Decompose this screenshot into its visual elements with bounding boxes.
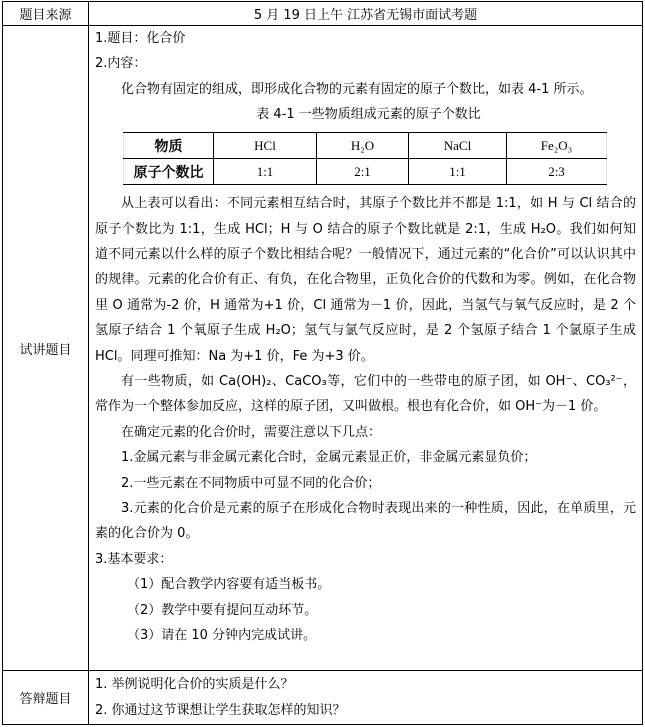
topic-line: 1.题目：化合价 bbox=[95, 31, 186, 46]
point-2: 2.一些元素在不同物质中可显不同的化合价； bbox=[121, 475, 381, 491]
source-label: 题目来源 bbox=[3, 2, 89, 26]
substance-cell: Fe₂O₃ bbox=[507, 133, 607, 159]
defense-question-2: 2. 你通过这节课想让学生获取怎样的知识？ bbox=[95, 702, 346, 718]
paragraph-1: 从上表可以看出：不同元素相互结合时，其原子个数比并不都是 1:1，如 H 与 Cl 结合的原子个数比为 1:1，生成 HCl；H 与 O 结合的原子个数比就是 2:1，生成 H₂O。我们如何知道不同元素以什么样的原子个数比相结合呢？一般情况下，通过元素的“化合价”可以认识其中的规律。元素的化合价有正、有负，在化合物里，正负化合价的代数和为零。例如，在化合物里 O 通常为-2 价，H 通常为+1 价，Cl 通常为－1 价，因此，当氢气与氧气反应时，是 2 个氢原子结合 1 个氧原子生成 H₂O；氢气与氯气反应时，是 2 个氢原子结合 1 个氯原子生成 HCl。同理可推知：Na 为+1 价，Fe 为+3 价。 bbox=[95, 196, 636, 364]
substance-cell: NaCl bbox=[409, 133, 507, 159]
paragraph-3: 在确定元素的化合价时，需要注意以下几点： bbox=[121, 424, 382, 440]
ratio-cell: 1:1 bbox=[409, 159, 507, 185]
ratio-row bbox=[124, 159, 607, 185]
requirement-1: （1）配合教学内容要有适当板书。 bbox=[127, 577, 331, 593]
substance-row bbox=[124, 133, 607, 159]
ratio-cell: 2:1 bbox=[317, 159, 409, 185]
defense-row bbox=[3, 671, 643, 725]
row-header-ratio: 原子个数比 bbox=[124, 159, 214, 185]
exam-topic-table bbox=[2, 1, 643, 725]
paragraph-2: 有一些物质，如 Ca(OH)₂、CaCO₃等，它们中的一些带电的原子团，如 OH⁻、CO₃²⁻，常作为一个整体参加反应，这样的原子团，又叫做根。根也有化合价，如 OH⁻为－1 价。 bbox=[95, 374, 636, 415]
table-caption: 表 4-1 一些物质组成元素的原子个数比 bbox=[256, 107, 481, 123]
point-3: 3.元素的化合价是元素的原子在形成化合物时表现出来的一种性质，因此，在单质里，元素的化合价为 0。 bbox=[95, 501, 636, 542]
requirement-3: （3）请在 10 分钟内完成试讲。 bbox=[127, 628, 317, 644]
requirements-heading: 3.基本要求： bbox=[95, 551, 173, 567]
row-header-substance: 物质 bbox=[124, 133, 214, 159]
source-value: 5 月 19 日上午 江苏省无锡市面试考题 bbox=[89, 2, 643, 26]
source-row bbox=[3, 2, 643, 26]
trial-label: 试讲题目 bbox=[3, 26, 89, 671]
trial-row bbox=[3, 26, 643, 671]
defense-question-1: 1. 举例说明化合价的实质是什么？ bbox=[95, 676, 294, 692]
ratio-table-wrap bbox=[95, 128, 642, 191]
defense-label: 答辩题目 bbox=[3, 671, 89, 725]
ratio-cell: 1:1 bbox=[214, 159, 317, 185]
defense-content bbox=[89, 671, 643, 725]
trial-content bbox=[89, 26, 643, 671]
substance-cell: H₂O bbox=[317, 133, 409, 159]
content-heading: 2.内容： bbox=[95, 56, 147, 72]
point-1: 1.金属元素与非金属元素化合时，金属元素显正价，非金属元素显负价； bbox=[121, 450, 537, 466]
ratio-table bbox=[123, 132, 607, 185]
substance-cell: HCl bbox=[214, 133, 317, 159]
intro-text: 化合物有固定的组成，即形成化合物的元素有固定的原子个数比，如表 4-1 所示。 bbox=[121, 81, 593, 97]
ratio-cell: 2:3 bbox=[507, 159, 607, 185]
requirement-2: （2）教学中要有提问互动环节。 bbox=[127, 602, 318, 618]
